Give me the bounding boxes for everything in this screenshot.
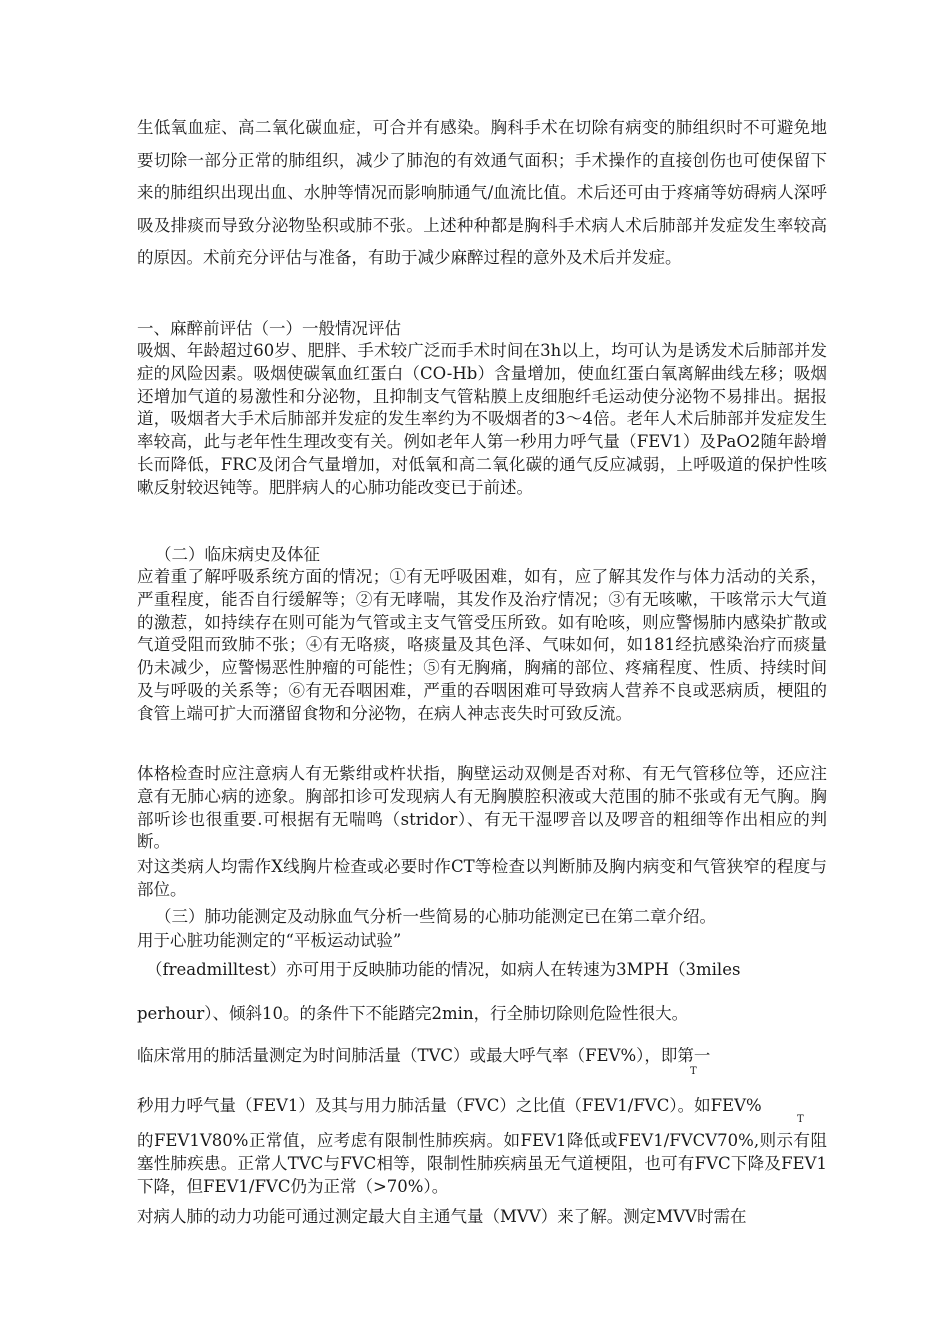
subscript-t: T xyxy=(797,1114,804,1125)
paragraph-intro: 生低氧血症、高二氧化碳血症，可合并有感染。胸科手术在切除有病变的肺组织时不可避免地要切除一部分正常的肺组织，减少了肺泡的有效通气面积；手术操作的直接创伤也可使保留下来的肺组织出现出血、水肿等情况而影响肺通气/血流比值。术后还可由于疼痛等妨碍病人深呼吸及排痰而导致分泌物坠积或肺不张。上述种种都是胸科手术病人术后肺部并发症发生率较高的原因。术前充分评估与准备，有助于减少麻醉过程的意外及术后并发症。 xyxy=(137,118,827,267)
paragraph-xray: 对这类病人均需作X线胸片检查或必要时作CT等检查以判断肺及胸内病变和气管狭窄的程度与部位。 xyxy=(137,857,827,899)
paragraph-physical-exam: 体格检查时应注意病人有无紫绀或杵状指，胸壁运动双侧是否对称、有无气管移位等，还应注意有无肺心病的迹象。胸部扣诊可发现病人有无胸膜腔积液或大范围的肺不张或有无气胸。胸部听诊也很重要.可根据有无喘鸣（stridor）、有无干湿啰音以及啰音的粗细等作出相应的判断。 xyxy=(137,764,827,852)
line-mvv: 对病人肺的动力功能可通过测定最大自主通气量（MVV）来了解。测定MVV时需在 xyxy=(137,1207,747,1226)
heading-preanesthesia: 一、麻醉前评估（一）一般情况评估 xyxy=(137,319,401,338)
line-fev1-ratio: 秒用力呼气量（FEV1）及其与用力肺活量（FVC）之比值（FEV1/FVC）。如FEV% xyxy=(137,1096,762,1115)
line-treadmill-criteria: perhour）、倾斜10。的条件下不能踏完2min，行全肺切除则危险性很大。 xyxy=(137,1004,689,1023)
line-treadmill-title: 用于心脏功能测定的“平板运动试验” xyxy=(137,931,402,950)
paragraph-clinical-history: 应着重了解呼吸系统方面的情况；①有无呼吸困难，如有，应了解其发作与体力活动的关系，严重程度，能否自行缓解等；②有无哮喘，其发作及治疗情况；③有无咳嗽，干咳常示大气道的激惹，如持续存在则可能为气管或主支气管受压所致。如有呛咳，则应警惕肺内感染扩散或气道受阻而致肺不张；④有无咯痰，咯痰量及其色泽、气味如何，如181经抗感染治疗而痰量仍未减少，应警惕恶性肿瘤的可能性；⑤有无胸痛，胸痛的部位、疼痛程度、性质、持续时间及与呼吸的关系等；⑥有无吞咽困难，严重的吞咽困难可导致病人营养不良或恶病质，梗阻的食管上端可扩大而潴留食物和分泌物，在病人神志丧失时可致反流。 xyxy=(137,567,827,723)
paragraph-restrictive-obstructive: 的FEV1V80%正常值，应考虑有限制性肺疾病。如FEV1降低或FEV1/FVCV70%,则示有阻塞性肺疾患。正常人TVC与FVC相等，限制性肺疾病虽无气道梗阻，也可有FVC下降及FEV1下降，但FEV1/FVC仍为正常（>70%）。 xyxy=(137,1131,827,1196)
subscript-t: T xyxy=(690,1066,697,1077)
line-treadmill-desc: （freadmilltest）亦可用于反映肺功能的情况，如病人在转速为3MPH（3miles xyxy=(146,960,741,979)
heading-lung-function: （三）肺功能测定及动脉血气分析一些简易的心肺功能测定已在第二章介绍。 xyxy=(155,907,716,926)
heading-clinical-history: （二）临床病史及体征 xyxy=(155,545,320,564)
line-vital-capacity: 临床常用的肺活量测定为时间肺活量（TVC）或最大呼气率（FEV%），即第一 xyxy=(137,1046,711,1065)
paragraph-general-assessment: 吸烟、年龄超过60岁、肥胖、手术较广泛而手术时间在3h以上，均可认为是诱发术后肺部并发症的风险因素。吸烟使碳氧血红蛋白（CO-Hb）含量增加，使血红蛋白氧离解曲线左移；吸烟还增加气道的易激性和分泌物，且抑制支气管粘膜上皮细胞纤毛运动使分泌物不易排出。据报道，吸烟者大手术后肺部并发症的发生率约为不吸烟者的3～4倍。老年人术后肺部并发症发生率较高，此与老年性生理改变有关。例如老年人第一秒用力呼气量（FEV1）及PaO2随年龄增长而降低，FRC及闭合气量增加，对低氧和高二氧化碳的通气反应减弱，上呼吸道的保护性咳嗽反射较迟钝等。肥胖病人的心肺功能改变已于前述。 xyxy=(137,341,827,497)
